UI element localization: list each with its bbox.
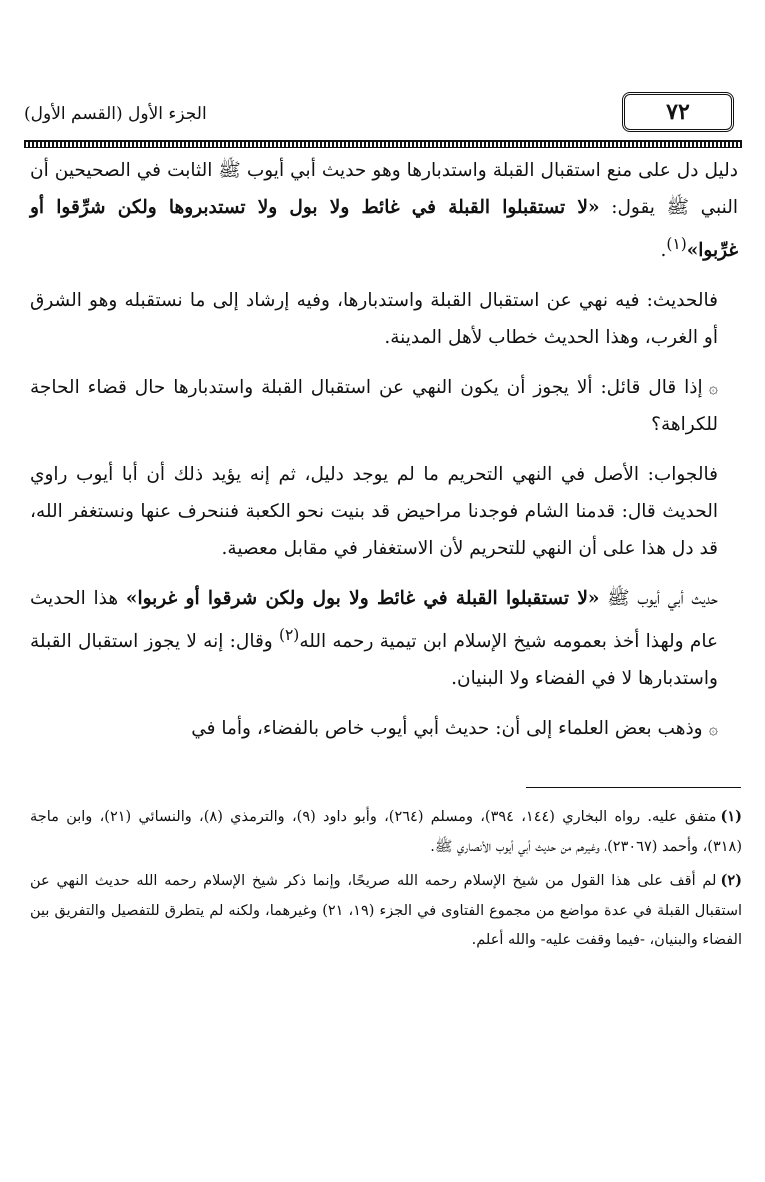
footnote-ref-1: (١) <box>666 235 687 253</box>
paragraph-4: فالجواب: الأصل في النهي التحريم ما لم يوجد دليل، ثم إنه يؤيد ذلك أن أبا أيوب راوي الحديث قال: قدمنا الشام فوجدنا مراحيض قد بنيت نحو الكعبة فننحرف عنها ونستغفر الله، قد دل هذا على أن النهي للتحريم لأن الاستغفار في مقابل معصية. <box>30 464 718 560</box>
paragraph-5 <box>30 580 718 697</box>
paragraph-1 <box>30 152 738 269</box>
page-number: ٧٢ <box>622 92 734 132</box>
paragraph-3 <box>30 369 718 443</box>
footnote-2 <box>30 866 742 956</box>
hadith-quote-2: «لا تستقبلوا القبلة في غائط ولا بول ولكن شرقوا أو غربوا» <box>125 588 600 610</box>
p1-text-c: . <box>660 240 667 262</box>
ornament-star-icon: ۞ <box>708 719 718 739</box>
page-header <box>24 92 742 142</box>
hadith-quote-1: «لا تستقبلوا القبلة في غائط ولا بول ولا تستدبروها ولكن شرِّقوا أو غرِّبوا» <box>30 197 738 262</box>
p5-text-d: وقال: إنه لا يجوز استقبال القبلة واستدبارها لا في الفضاء ولا البنيان. <box>30 631 718 690</box>
footnote-2-number: (٢) <box>720 872 742 889</box>
footnote-1-number: (١) <box>720 808 742 825</box>
p5-text-a: حديث أبي أيوب ﷺ <box>599 588 718 610</box>
running-title: الجزء الأول (القسم الأول) <box>24 104 207 124</box>
footnote-1 <box>30 802 742 862</box>
p5-text-c: هذا الحديث عام ولهذا أخذ بعمومه شيخ الإسلام ابن تيمية رحمه الله <box>30 588 718 653</box>
main-text <box>30 152 738 760</box>
footnote-2-text: لم أقف على هذا القول من شيخ الإسلام رحمه الله صريحًا، وإنما ذكر شيخ الإسلام رحمه الله حديث النهي عن استقبال القبلة في عدة مواضع من مجموع الفتاوى في الجزء (١٩، ٢١) وغيرهما، ولكنه لم يتطرق للتفصيل والتفريق بين الفضاء والبنيان، -فيما وقفت عليه- والله أعلم. <box>30 873 743 948</box>
footnote-ref-2: (٢) <box>279 626 300 645</box>
p3-text: إذا قال قائل: ألا يجوز أن يكون النهي عن استقبال القبلة واستدبارها حال قضاء الحاجة للكراهة؟ <box>30 377 718 436</box>
paragraph-6 <box>30 710 718 747</box>
paragraph-2: فالحديث: فيه نهي عن استقبال القبلة واستدبارها، وفيه إرشاد إلى ما نستقبله وهو الشرق أو الغرب، وهذا الحديث خطاب لأهل المدينة. <box>30 290 718 349</box>
p6-text: وذهب بعض العلماء إلى أن: حديث أبي أيوب خاص بالفضاء، وأما في <box>191 718 703 740</box>
footnote-1-text: متفق عليه. رواه البخاري (١٤٤، ٣٩٤)، ومسلم (٢٦٤)، وأبو داود (٩)، والترمذي (٨)، والنسائي (٢١)، وابن ماجة (٣١٨)، وأحمد (٢٣٠٦٧)، وغيرهم من حديث أبي أيوب الأنصاري ﷺ. <box>30 809 742 855</box>
footnotes <box>30 802 742 960</box>
header-ornament-rule <box>24 140 742 148</box>
ornament-star-icon: ۞ <box>708 378 718 398</box>
footnote-separator <box>526 787 741 788</box>
p1-text-a: دليل دل على منع استقبال القبلة واستدبارها وهو حديث أبي أيوب ﷺ الثابت في الصحيحين أن النبي ﷺ يقول: <box>30 160 738 218</box>
